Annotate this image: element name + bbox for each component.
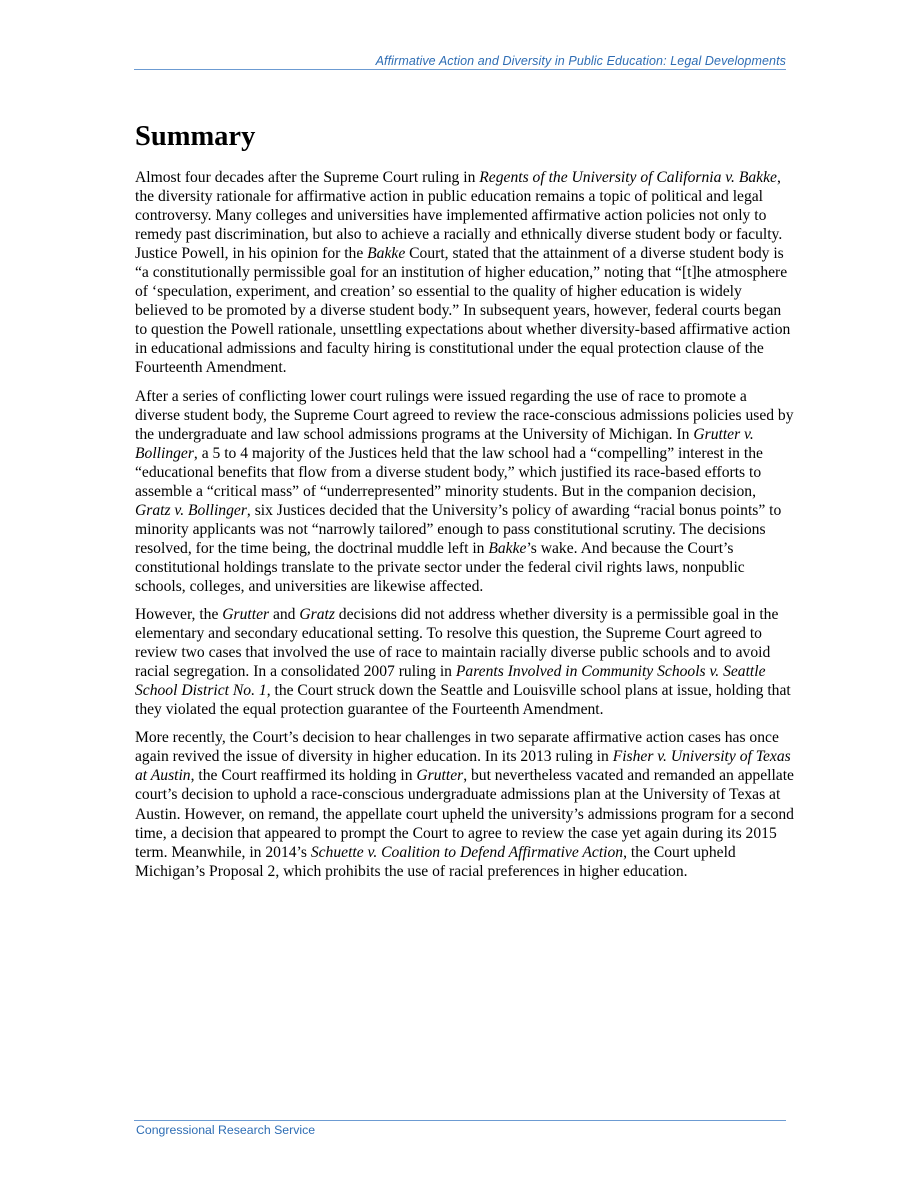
paragraph-text: , the Court upheld Michigan’s Proposal 2, which prohibits the use of racial preferences in higher education. bbox=[135, 843, 736, 880]
running-header-title: Affirmative Action and Diversity in Public Education: Legal Developments bbox=[375, 54, 786, 68]
paragraph-text: However, the bbox=[135, 606, 223, 624]
case-name: Grutter bbox=[222, 606, 270, 624]
paragraph-text: decisions did not address whether diversity is a permissible goal in the elementary and secondary educational setting. To resolve this question, the Supreme Court agreed to review two cases that involved the use of race to maintain racially diverse public schools and to avoid racial segregation. In a consolidated 2007 ruling in bbox=[135, 606, 779, 681]
summary-paragraph-1 bbox=[135, 168, 795, 378]
paragraph-text: More recently, the Court’s decision to hear challenges in two separate affirmative action cases has once again revived the issue of diversity in higher education. In its 2013 ruling in bbox=[135, 729, 779, 766]
footer-publisher: Congressional Research Service bbox=[136, 1123, 316, 1137]
summary-paragraph-4 bbox=[135, 728, 795, 880]
case-name: Bakke bbox=[367, 245, 406, 263]
paragraph-text: Court, stated that the attainment of a diverse student body is “a constitutionally permissible goal for an institution of higher education,” noting that “[t]he atmosphere of ‘speculation, experiment, and creation’ so essential to the quality of higher education is widely believed to be promoted by a diverse student body.” In subsequent years, however, federal courts began to question the Powell rationale, unsettling expectations about whether diversity-based affirmative action in educational admissions and faculty hiring is constitutional under the equal protection clause of the Fourteenth Amendment. bbox=[135, 245, 791, 377]
summary-body bbox=[135, 168, 795, 890]
paragraph-text: , the diversity rationale for affirmative action in public education remains a topic of political and legal controversy. Many colleges and universities have implemented affirmative action policies not only to remedy past discrimination, but also to achieve a racially and ethnically diverse student body or faculty. Justice Powell, in his opinion for the bbox=[135, 169, 783, 263]
paragraph-text: After a series of conflicting lower court rulings were issued regarding the use of race to promote a diverse student body, the Supreme Court agreed to review the race-conscious admissions policies used by the undergraduate and law school admissions programs at the University of Michigan. In bbox=[135, 387, 794, 443]
paragraph-text: , the Court struck down the Seattle and Louisville school plans at issue, holding that they violated the equal protection guarantee of the Fourteenth Amendment. bbox=[135, 682, 791, 719]
paragraph-text: , but nevertheless vacated and remanded an appellate court’s decision to uphold a race-conscious undergraduate admissions plan at the University of Texas at Austin. However, on remand, the appellate court upheld the university’s admissions program for a second time, a decision that appeared to prompt the Court to agree to review the case yet again during its 2015 term. Meanwhile, in 2014’s bbox=[135, 767, 794, 861]
case-name: Regents of the University of California v. Bakke bbox=[479, 169, 777, 186]
case-name: Grutter v. Bollinger bbox=[135, 425, 754, 462]
summary-paragraph-3 bbox=[135, 605, 795, 719]
case-name: Gratz bbox=[299, 606, 335, 624]
paragraph-text: Almost four decades after the Supreme Court ruling in bbox=[135, 169, 480, 186]
paragraph-text: , the Court reaffirmed its holding in bbox=[190, 767, 417, 785]
case-name: Fisher v. University of Texas at Austin bbox=[135, 748, 791, 785]
case-name: Grutter bbox=[416, 767, 464, 785]
summary-paragraph-2 bbox=[135, 387, 795, 597]
paragraph-text: , a 5 to 4 majority of the Justices held that the law school had a “compelling” interest in the “educational benefits that flow from a diverse student body,” which justified its race-based efforts to assemble a “critical mass” of “underrepresented” minority students. But in the companion decision, bbox=[135, 444, 763, 500]
page-title: Summary bbox=[135, 121, 256, 152]
paragraph-text: ’s wake. And because the Court’s constitutional holdings translate to the private sector under the federal civil rights laws, nonpublic schools, colleges, and universities are likewise affected. bbox=[135, 539, 745, 595]
paragraph-text: and bbox=[269, 606, 300, 624]
case-name: Gratz v. Bollinger bbox=[135, 501, 247, 519]
paragraph-text: , six Justices decided that the University’s policy of awarding “racial bonus points” to minority applicants was not “narrowly tailored” enough to pass constitutional scrutiny. The decisions resolved, for the time being, the doctrinal muddle left in bbox=[135, 501, 782, 557]
case-name: Parents Involved in Community Schools v. Seattle School District No. 1 bbox=[135, 663, 766, 700]
header-divider bbox=[134, 69, 786, 70]
footer-divider bbox=[134, 1120, 786, 1121]
case-name: Schuette v. Coalition to Defend Affirmative Action bbox=[310, 843, 624, 861]
case-name: Bakke bbox=[488, 539, 527, 557]
